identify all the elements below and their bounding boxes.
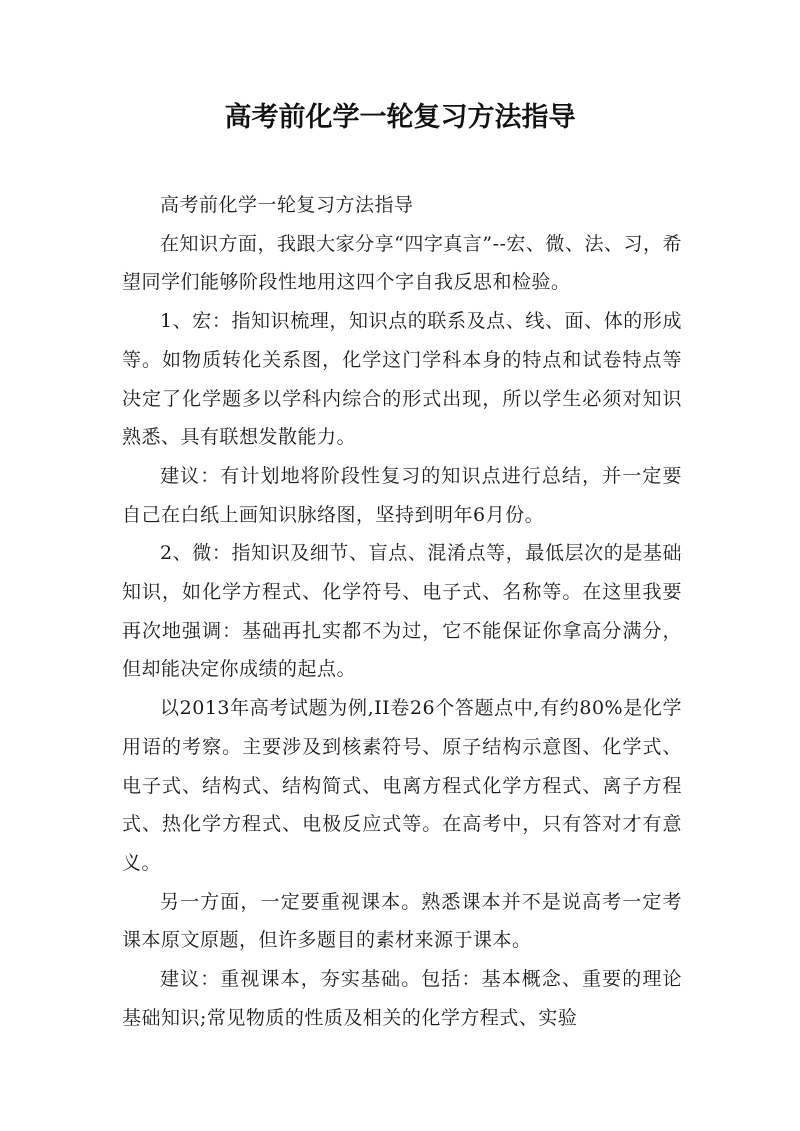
paragraph-textbook: 另一方面，一定要重视课本。熟悉课本并不是说高考一定考课本原文原题，但许多题目的素材来源于课本。 [122, 890, 682, 952]
document-body [122, 186, 682, 1037]
paragraph-subtitle: 高考前化学一轮复习方法指导 [160, 194, 414, 216]
paragraph-exam-example: 以2013年高考试题为例,II卷26个答题点中,有约80%是化学用语的考察。主要涉及到核素符号、原子结构示意图、化学式、电子式、结构式、结构简式、电离方程式化学方程式、离子方程式、热化学方程式、电极反应式等。在高考中，只有答对才有意义。 [122, 697, 682, 874]
paragraph-macro-advice: 建议：有计划地将阶段性复习的知识点进行总结，并一定要自己在白纸上画知识脉络图，坚持到明年6月份。 [122, 464, 682, 526]
paragraph-micro: 2、微：指知识及细节、盲点、混淆点等，最低层次的是基础知识，如化学方程式、化学符号、电子式、名称等。在这里我要再次地强调：基础再扎实都不为过，它不能保证你拿高分满分，但却能决定你成绩的起点。 [122, 542, 682, 681]
document-title: 高考前化学一轮复习方法指导 [224, 102, 576, 133]
paragraph-textbook-advice: 建议：重视课本，夯实基础。包括：基本概念、重要的理论基础知识;常见物质的性质及相关的化学方程式、实验 [122, 968, 682, 1029]
paragraph-intro: 在知识方面，我跟大家分享“四字真言”--宏、微、法、习，希望同学们能够阶段性地用这四个字自我反思和检验。 [122, 232, 682, 294]
paragraph-macro: 1、宏：指知识梳理，知识点的联系及点、线、面、体的形成等。如物质转化关系图，化学这门学科本身的特点和试卷特点等决定了化学题多以学科内综合的形式出现，所以学生必须对知识熟悉、具有联想发散能力。 [122, 310, 682, 449]
